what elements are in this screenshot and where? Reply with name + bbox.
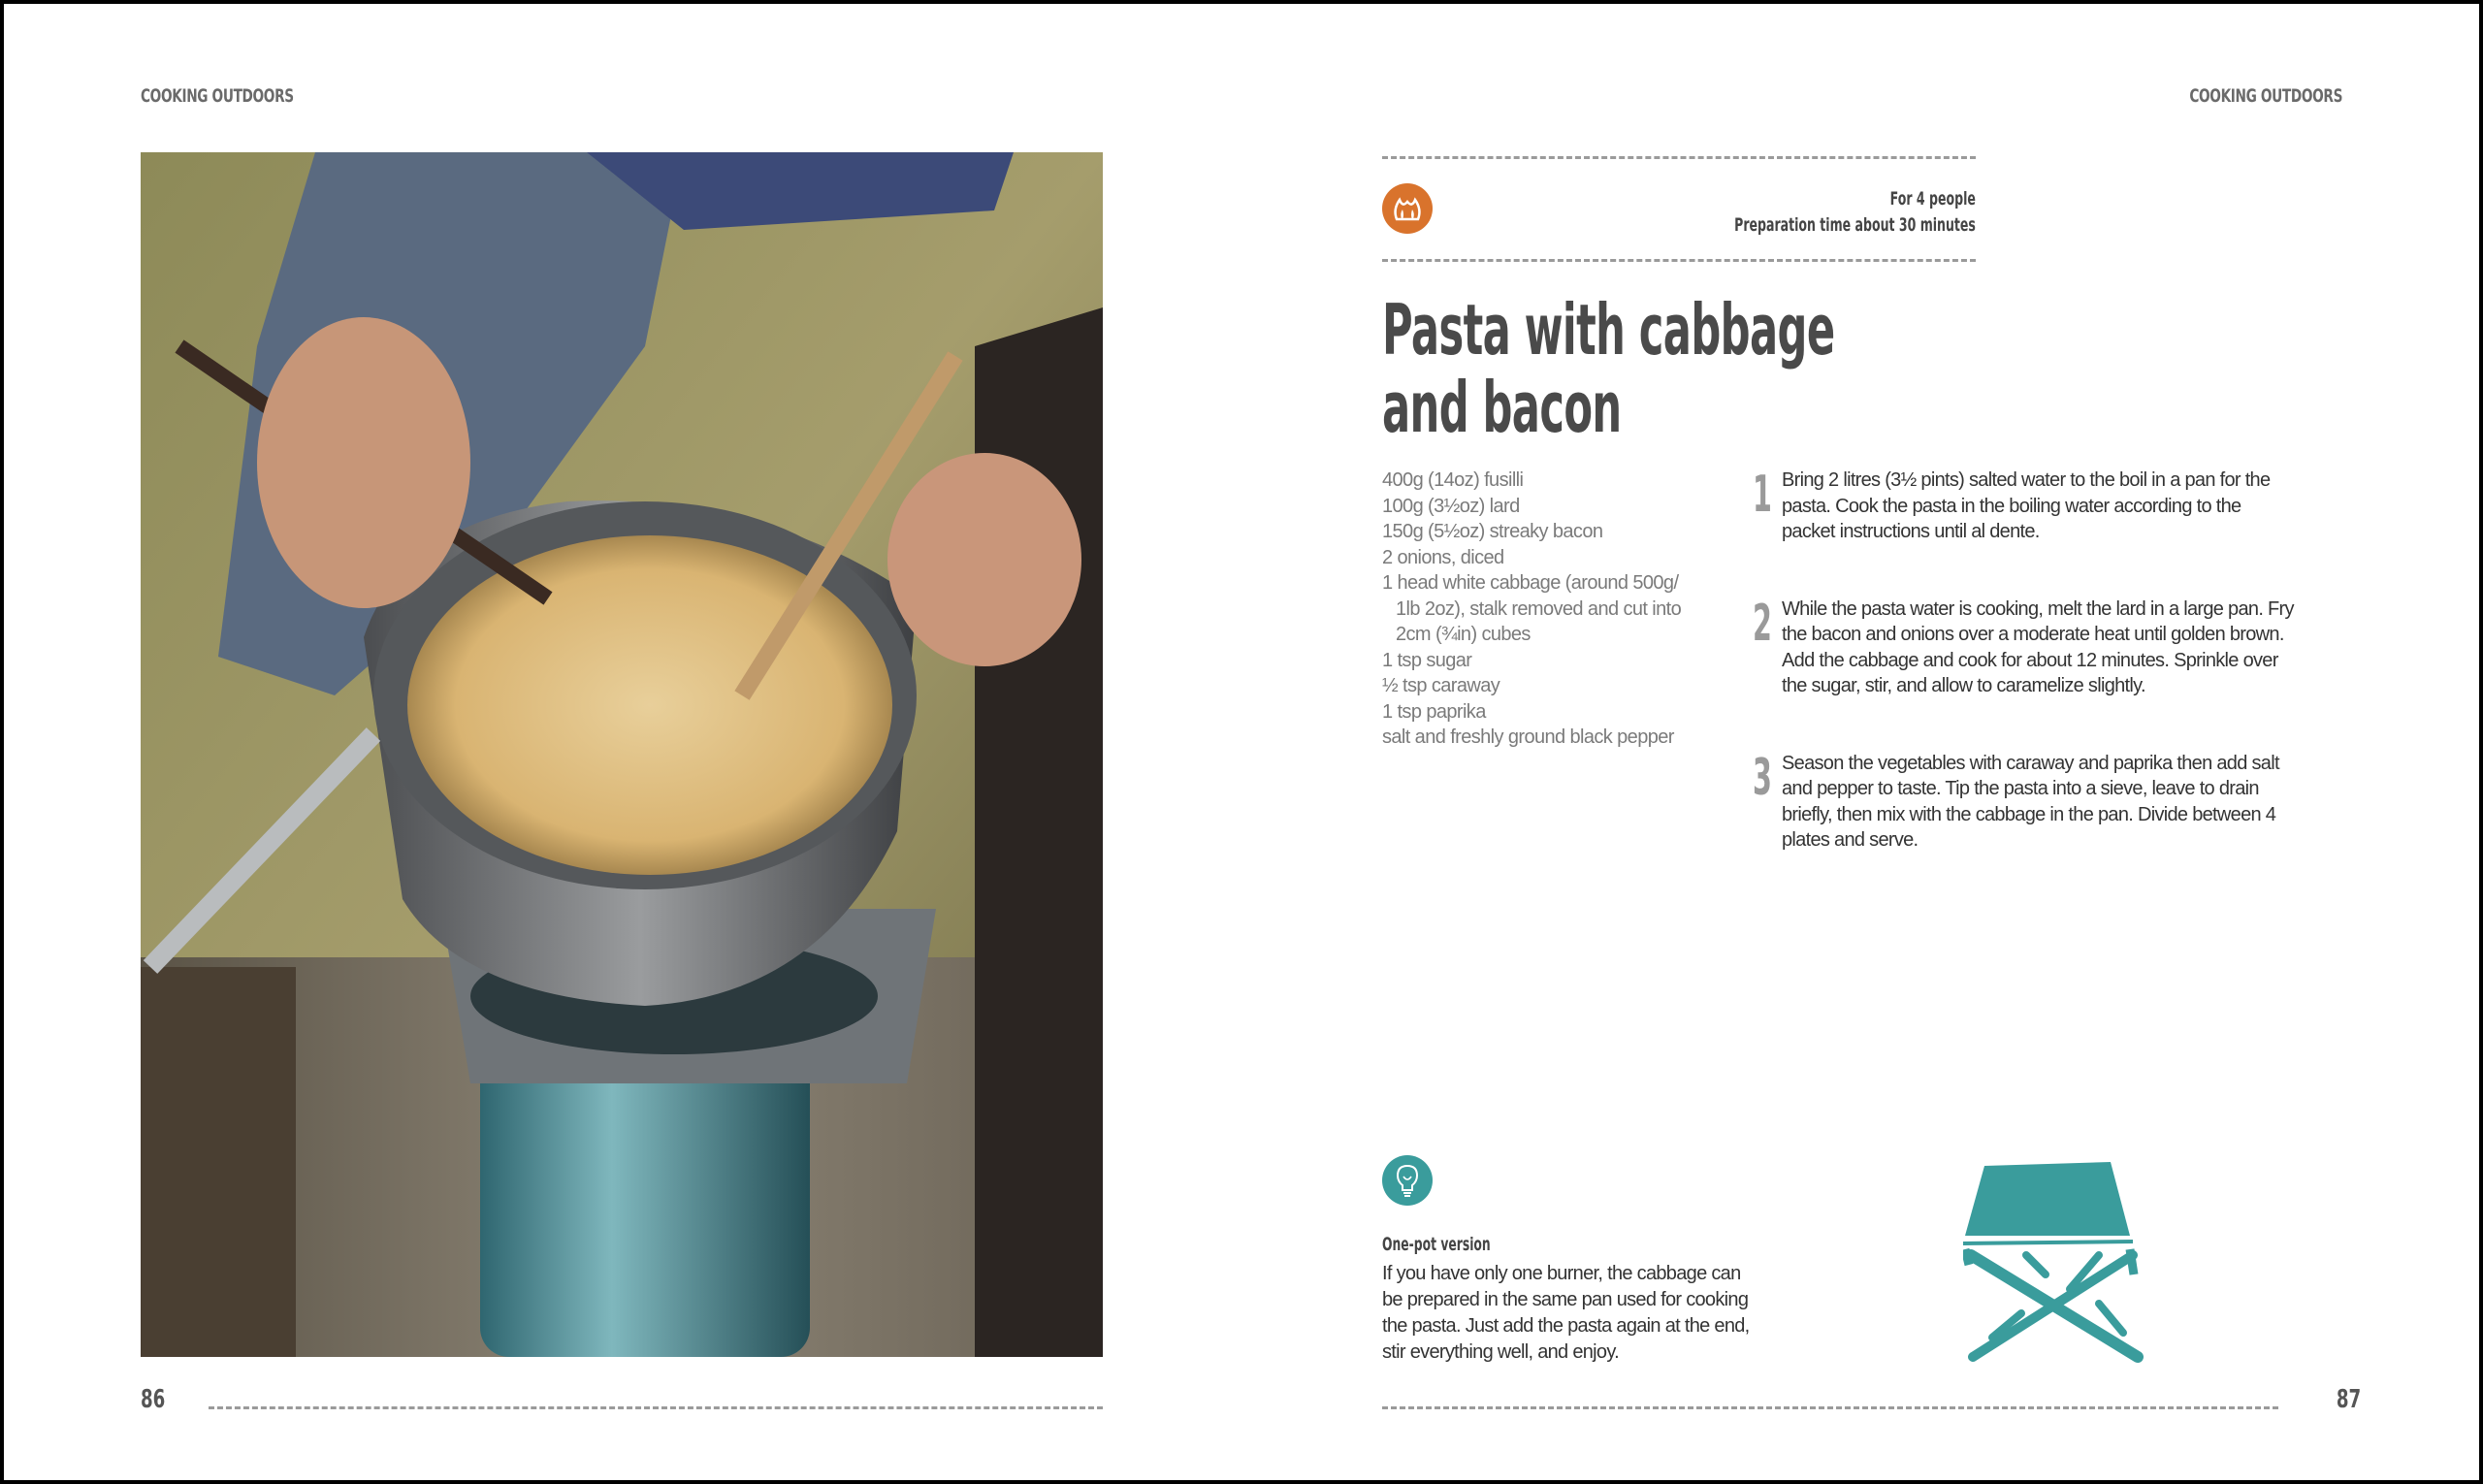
ingredient: 2cm (¾in) cubes bbox=[1396, 624, 1531, 645]
book-spread bbox=[4, 4, 2479, 1480]
ingredient: 100g (3½oz) lard bbox=[1382, 495, 1520, 517]
step bbox=[1753, 748, 2296, 854]
step bbox=[1753, 468, 2296, 545]
page-number-right: 87 bbox=[2336, 1385, 2361, 1414]
step-number: 2 bbox=[1753, 594, 1772, 653]
ingredient: salt and freshly ground black pepper bbox=[1382, 726, 1674, 748]
camp-stool-illustration bbox=[1963, 1158, 2167, 1367]
servings: For 4 people bbox=[1889, 188, 1976, 210]
recipe-meta bbox=[1734, 186, 1976, 239]
lightbulb-icon bbox=[1382, 1155, 1433, 1206]
step-text: While the pasta water is cooking, melt the lard in a large pan. Fry the bacon and onions over a moderate heat until golden brown. Add the cabbage and cook for about 12 minutes. Sprinkle over the sugar, stir, and allow to caramelize slightly. bbox=[1782, 597, 2294, 696]
running-head-left: COOKING OUTDOORS bbox=[141, 85, 294, 107]
footer-divider-left bbox=[209, 1406, 1103, 1409]
header-divider-bottom bbox=[1382, 259, 1976, 262]
prep-time: Preparation time about 30 minutes bbox=[1734, 214, 1976, 236]
running-head-right: COOKING OUTDOORS bbox=[2189, 85, 2342, 107]
ingredient: 150g (5½oz) streaky bacon bbox=[1382, 521, 1603, 542]
method-steps bbox=[1753, 468, 2296, 905]
page-number-left: 86 bbox=[141, 1385, 166, 1414]
ingredient: ½ tsp caraway bbox=[1382, 675, 1500, 696]
title-line-2: and bacon bbox=[1382, 367, 1622, 448]
ingredients-list bbox=[1382, 468, 1693, 751]
ingredient: 1 tsp paprika bbox=[1382, 700, 1486, 723]
step-number: 3 bbox=[1753, 748, 1772, 807]
step-text: Bring 2 litres (3½ pints) salted water to the boil in a pan for the pasta. Cook the pasta in the boiling water according to the packet instructions until al dente. bbox=[1782, 469, 2271, 542]
tip-heading: One-pot version bbox=[1382, 1234, 1491, 1255]
title-line-1: Pasta with cabbage bbox=[1382, 289, 1835, 371]
ingredient: 1 tsp sugar bbox=[1382, 649, 1472, 671]
step bbox=[1753, 594, 2296, 699]
recipe-photo bbox=[141, 152, 1103, 1357]
ingredient: 400g (14oz) fusilli bbox=[1382, 469, 1524, 491]
ingredient: 2 onions, diced bbox=[1382, 546, 1504, 568]
step-text: Season the vegetables with caraway and paprika then add salt and pepper to taste. Tip the pasta into a sieve, leave to drain briefly, then mix with the cabbage in the pan. Divide between 4 plates and serve. bbox=[1782, 752, 2279, 851]
flame-icon bbox=[1382, 183, 1433, 234]
ingredient: 1lb 2oz), stalk removed and cut into bbox=[1396, 597, 1682, 620]
ingredient: 1 head white cabbage (around 500g/ bbox=[1382, 572, 1679, 594]
recipe-title bbox=[1382, 291, 1835, 446]
footer-divider-right bbox=[1382, 1406, 2278, 1409]
tip-text: If you have only one burner, the cabbage can be prepared in the same pan used for cooking the pasta. Just add the pasta again at the end, stir everything well, and enjoy. bbox=[1382, 1263, 1750, 1363]
header-divider-top bbox=[1382, 156, 1976, 159]
step-number: 1 bbox=[1753, 466, 1772, 524]
